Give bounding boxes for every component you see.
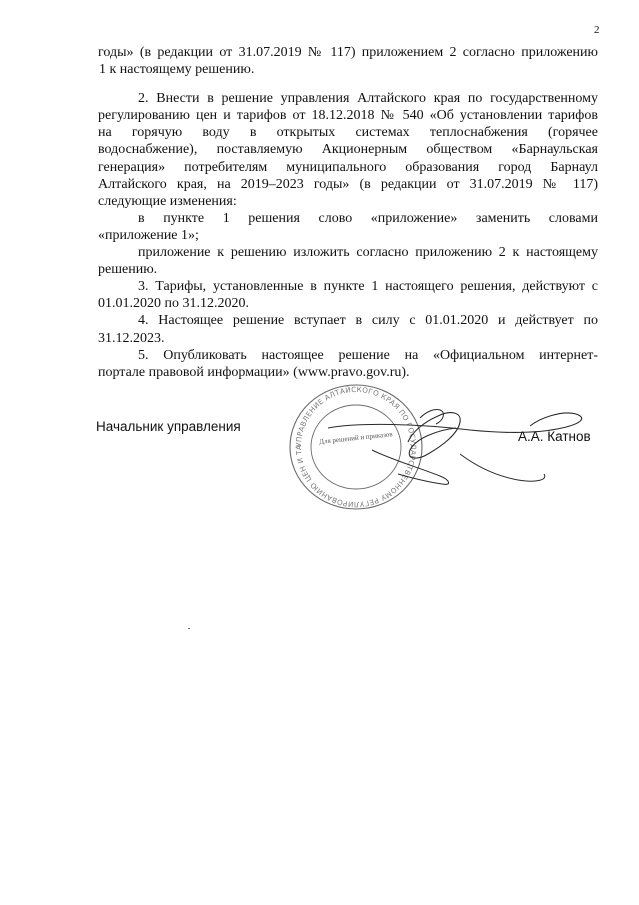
stamp-ring-text: УПРАВЛЕНИЕ АЛТАЙСКОГО КРАЯ ПО ГОСУДАРСТВЕННОМУ РЕГУЛИРОВАНИЮ ЦЕН И ТА [293,384,419,510]
text-line: регулированию цен и тарифов от 18.12.2018 № 540 «Об установлении тарифов [98,108,598,124]
text-line: «приложение 1»; [98,227,199,243]
text-line: решению. [98,262,158,278]
stamp-center-text: Для решений и приказов [318,430,394,446]
paragraph-5 [98,278,598,312]
signatory-name: А.А. Катнов [518,429,591,444]
text-line: 2. Внести в решение управления Алтайского края по государственному [138,91,598,107]
paragraph-7 [98,347,598,381]
signatory-title: Начальник управления [96,419,241,434]
text-line: 1 к настоящему решению. [99,62,255,78]
paragraph-3 [98,210,598,244]
text-line: 01.01.2020 по 31.12.2020. [98,296,249,312]
paragraph-2 [98,90,598,210]
text-line: следующие изменения: [98,193,237,209]
paragraph-6 [98,312,598,346]
text-line: в пункте 1 решения слово «приложение» заменить словами [138,210,598,226]
document-body [98,44,598,381]
paragraph-1 [98,44,598,78]
text-line: 3. Тарифы, установленные в пункте 1 настоящего решения, действуют с [138,279,598,295]
text-line: водоснабжение), поставляемую Акционерным обществом «Барнаульская [98,142,598,158]
text-line: Алтайского края, на 2019–2023 годы» (в редакции от 31.07.2019 № 117) [98,176,598,192]
text-line: 4. Настоящее решение вступает в силу с 01.01.2020 и действует по [138,313,598,329]
scan-dot [188,628,190,629]
text-line: годы» (в редакции от 31.07.2019 № 117) приложением 2 согласно приложению [98,45,598,60]
text-line: 31.12.2023. [98,330,165,346]
text-line: 5. Опубликовать настоящее решение на «Официальном интернет- [138,347,598,363]
text-line: генерация» потребителям муниципального образования город Барнаул [98,159,598,175]
text-line: приложение к решению изложить согласно приложению 2 к настоящему [138,245,598,261]
paragraph-4 [98,244,598,278]
text-line: на горячую воду в открытых системах теплоснабжения (горячее [98,125,598,141]
text-line: портале правовой информации» (www.pravo.gov.ru). [98,364,410,380]
page-number: 2 [594,24,600,36]
